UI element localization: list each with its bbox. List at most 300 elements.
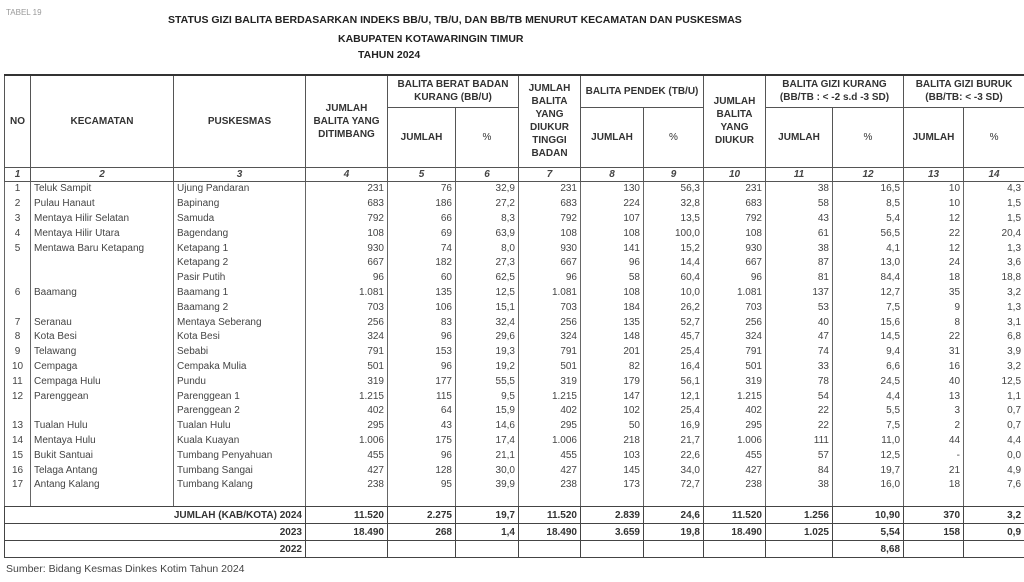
cell-kecamatan: Telawang — [31, 344, 174, 359]
cell-c14: 0,7 — [964, 403, 1024, 418]
cell-c9: 13,5 — [644, 211, 704, 226]
cell-c6: 15,9 — [456, 403, 519, 418]
cell-c11: 53 — [766, 300, 833, 315]
cell-c13: 9 — [904, 300, 964, 315]
total-c9: 19,8 — [644, 524, 704, 541]
cell-c14: 4,9 — [964, 463, 1024, 478]
cell-c7: 791 — [519, 344, 581, 359]
cell-c8: 96 — [581, 255, 644, 270]
total-c5: 268 — [388, 524, 456, 541]
cell-c5: 135 — [388, 285, 456, 300]
cell-c14: 1,3 — [964, 241, 1024, 256]
cell-c12: 12,5 — [833, 448, 904, 463]
cell-c7: 324 — [519, 329, 581, 344]
cell-puskesmas: Sebabi — [174, 344, 306, 359]
header-gk-pct: % — [833, 107, 904, 167]
cell-no: 4 — [5, 226, 31, 241]
cell-c9: 34,0 — [644, 463, 704, 478]
total-row — [5, 507, 1024, 524]
cell-no: 5 — [5, 241, 31, 256]
cell-c6: 14,6 — [456, 418, 519, 433]
cell-no: 7 — [5, 315, 31, 330]
cell-no — [5, 255, 31, 270]
cell-c4: 402 — [306, 403, 388, 418]
cell-kecamatan — [31, 300, 174, 315]
table-subtitle-region: KABUPATEN KOTAWARINGIN TIMUR — [338, 33, 524, 45]
cell-c4: 238 — [306, 477, 388, 492]
cell-c9: 10,0 — [644, 285, 704, 300]
cell-no: 8 — [5, 329, 31, 344]
cell-c11: 61 — [766, 226, 833, 241]
table-row — [5, 463, 1024, 478]
cell-c9: 25,4 — [644, 403, 704, 418]
cell-kecamatan: Telaga Antang — [31, 463, 174, 478]
cell-puskesmas: Baamang 2 — [174, 300, 306, 315]
cell-puskesmas: Tumbang Sangai — [174, 463, 306, 478]
cell-c5: 74 — [388, 241, 456, 256]
cell-c13: 35 — [904, 285, 964, 300]
cell-c9: 56,3 — [644, 181, 704, 196]
cell-c13: 8 — [904, 315, 964, 330]
cell-c10: 108 — [704, 226, 766, 241]
header-bb-kurang: BALITA BERAT BADAN KURANG (BB/U) — [388, 75, 519, 107]
header-gk-jumlah: JUMLAH — [766, 107, 833, 167]
cell-c7: 703 — [519, 300, 581, 315]
cell-c7: 295 — [519, 418, 581, 433]
total-c10: 18.490 — [704, 524, 766, 541]
cell-c4: 930 — [306, 241, 388, 256]
cell-c8: 50 — [581, 418, 644, 433]
cell-c4: 703 — [306, 300, 388, 315]
cell-c10: 501 — [704, 359, 766, 374]
total-c12: 10,90 — [833, 507, 904, 524]
total-c9 — [644, 541, 704, 558]
cell-puskesmas: Parenggean 1 — [174, 389, 306, 404]
cell-c10: 791 — [704, 344, 766, 359]
total-label: 2022 — [5, 541, 306, 558]
header-pendek: BALITA PENDEK (TB/U) — [581, 75, 704, 107]
cell-no: 11 — [5, 374, 31, 389]
cell-c11: 54 — [766, 389, 833, 404]
table-row — [5, 270, 1024, 285]
cell-kecamatan: Mentaya Hulu — [31, 433, 174, 448]
table-row — [5, 433, 1024, 448]
cell-c8: 103 — [581, 448, 644, 463]
cell-c5: 69 — [388, 226, 456, 241]
cell-no — [5, 300, 31, 315]
cell-puskesmas: Ketapang 1 — [174, 241, 306, 256]
header-jumlah-ditimbang: JUMLAH BALITA YANG DITIMBANG — [306, 75, 388, 167]
cell-c9: 52,7 — [644, 315, 704, 330]
total-c13: 370 — [904, 507, 964, 524]
cell-c10: 455 — [704, 448, 766, 463]
cell-c10: 238 — [704, 477, 766, 492]
cell-c10: 324 — [704, 329, 766, 344]
table-row — [5, 255, 1024, 270]
column-index-row — [5, 167, 1024, 181]
cell-c13: 31 — [904, 344, 964, 359]
cell-c9: 12,1 — [644, 389, 704, 404]
cell-c5: 177 — [388, 374, 456, 389]
cell-kecamatan: Mentawa Baru Ketapang — [31, 241, 174, 256]
cell-c9: 60,4 — [644, 270, 704, 285]
cell-c9: 56,1 — [644, 374, 704, 389]
total-c8: 2.839 — [581, 507, 644, 524]
cell-c10: 427 — [704, 463, 766, 478]
cell-c4: 96 — [306, 270, 388, 285]
total-c7: 18.490 — [519, 524, 581, 541]
table-row — [5, 181, 1024, 196]
total-label: JUMLAH (KAB/KOTA) 2024 — [5, 507, 306, 524]
cell-c13: 3 — [904, 403, 964, 418]
header-gb-jumlah: JUMLAH — [904, 107, 964, 167]
cell-c7: 1.081 — [519, 285, 581, 300]
cell-c7: 108 — [519, 226, 581, 241]
cell-c14: 1,5 — [964, 196, 1024, 211]
table-row — [5, 374, 1024, 389]
total-c10 — [704, 541, 766, 558]
cell-c12: 7,5 — [833, 300, 904, 315]
total-c6: 1,4 — [456, 524, 519, 541]
cell-c6: 21,1 — [456, 448, 519, 463]
cell-c8: 130 — [581, 181, 644, 196]
cell-c12: 4,4 — [833, 389, 904, 404]
table-row — [5, 226, 1024, 241]
cell-c4: 108 — [306, 226, 388, 241]
cell-c12: 4,1 — [833, 241, 904, 256]
total-label: 2023 — [5, 524, 306, 541]
cell-c7: 1.215 — [519, 389, 581, 404]
cell-c14: 3,1 — [964, 315, 1024, 330]
cell-kecamatan: Bukit Santuai — [31, 448, 174, 463]
cell-c7: 930 — [519, 241, 581, 256]
table-body — [5, 181, 1024, 507]
cell-c6: 27,3 — [456, 255, 519, 270]
cell-no: 17 — [5, 477, 31, 492]
table-row — [5, 300, 1024, 315]
table-tag: TABEL 19 — [6, 8, 42, 17]
cell-c14: 12,5 — [964, 374, 1024, 389]
cell-c4: 791 — [306, 344, 388, 359]
cell-c6: 32,9 — [456, 181, 519, 196]
cell-c10: 231 — [704, 181, 766, 196]
cell-c12: 9,4 — [833, 344, 904, 359]
cell-c6: 8,3 — [456, 211, 519, 226]
cell-c4: 1.006 — [306, 433, 388, 448]
cell-c5: 96 — [388, 448, 456, 463]
cell-puskesmas: Cempaka Mulia — [174, 359, 306, 374]
cell-c10: 96 — [704, 270, 766, 285]
cell-c11: 47 — [766, 329, 833, 344]
total-c4 — [306, 541, 388, 558]
col-index: 7 — [519, 167, 581, 181]
cell-c5: 64 — [388, 403, 456, 418]
cell-c13: 13 — [904, 389, 964, 404]
total-row — [5, 524, 1024, 541]
cell-c5: 96 — [388, 329, 456, 344]
cell-c11: 22 — [766, 403, 833, 418]
cell-c13: 44 — [904, 433, 964, 448]
cell-c10: 1.006 — [704, 433, 766, 448]
cell-puskesmas: Tualan Hulu — [174, 418, 306, 433]
cell-c6: 19,2 — [456, 359, 519, 374]
total-c12: 8,68 — [833, 541, 904, 558]
cell-c6: 17,4 — [456, 433, 519, 448]
col-index: 1 — [5, 167, 31, 181]
cell-c7: 1.006 — [519, 433, 581, 448]
table-row — [5, 329, 1024, 344]
col-index: 6 — [456, 167, 519, 181]
table-row — [5, 196, 1024, 211]
cell-puskesmas: Baamang 1 — [174, 285, 306, 300]
cell-no: 9 — [5, 344, 31, 359]
cell-c5: 76 — [388, 181, 456, 196]
cell-c8: 135 — [581, 315, 644, 330]
cell-c6: 15,1 — [456, 300, 519, 315]
cell-c6: 27,2 — [456, 196, 519, 211]
cell-c7: 792 — [519, 211, 581, 226]
cell-c9: 16,9 — [644, 418, 704, 433]
cell-c8: 58 — [581, 270, 644, 285]
cell-c5: 115 — [388, 389, 456, 404]
cell-c6: 32,4 — [456, 315, 519, 330]
cell-puskesmas: Ketapang 2 — [174, 255, 306, 270]
table-row — [5, 359, 1024, 374]
cell-c13: 12 — [904, 211, 964, 226]
header-jumlah-diukur-tb: JUMLAH BALITA YANG DIUKUR TINGGI BADAN — [519, 75, 581, 167]
cell-c8: 218 — [581, 433, 644, 448]
cell-kecamatan: Pulau Hanaut — [31, 196, 174, 211]
header-no: NO — [5, 75, 31, 167]
cell-c4: 792 — [306, 211, 388, 226]
table-row — [5, 448, 1024, 463]
cell-c8: 108 — [581, 226, 644, 241]
cell-c13: 22 — [904, 226, 964, 241]
cell-c11: 38 — [766, 181, 833, 196]
col-index: 12 — [833, 167, 904, 181]
cell-c5: 175 — [388, 433, 456, 448]
cell-puskesmas: Tumbang Penyahuan — [174, 448, 306, 463]
cell-c9: 15,2 — [644, 241, 704, 256]
cell-c6: 63,9 — [456, 226, 519, 241]
total-c11: 1.025 — [766, 524, 833, 541]
cell-c13: 18 — [904, 477, 964, 492]
cell-c6: 9,5 — [456, 389, 519, 404]
cell-c10: 683 — [704, 196, 766, 211]
cell-c7: 231 — [519, 181, 581, 196]
table-row — [5, 285, 1024, 300]
total-c8 — [581, 541, 644, 558]
cell-c12: 13,0 — [833, 255, 904, 270]
cell-c7: 667 — [519, 255, 581, 270]
cell-c9: 72,7 — [644, 477, 704, 492]
cell-c8: 102 — [581, 403, 644, 418]
cell-puskesmas: Bagendang — [174, 226, 306, 241]
cell-puskesmas: Ujung Pandaran — [174, 181, 306, 196]
total-c14 — [964, 541, 1024, 558]
col-index: 4 — [306, 167, 388, 181]
cell-c6: 55,5 — [456, 374, 519, 389]
cell-no — [5, 270, 31, 285]
cell-c6: 29,6 — [456, 329, 519, 344]
cell-c7: 256 — [519, 315, 581, 330]
cell-c10: 256 — [704, 315, 766, 330]
cell-c13: 2 — [904, 418, 964, 433]
cell-c6: 39,9 — [456, 477, 519, 492]
cell-c4: 231 — [306, 181, 388, 196]
nutrition-status-table — [4, 74, 1024, 558]
cell-c7: 427 — [519, 463, 581, 478]
cell-c8: 201 — [581, 344, 644, 359]
col-index: 2 — [31, 167, 174, 181]
cell-c10: 1.215 — [704, 389, 766, 404]
cell-no: 13 — [5, 418, 31, 433]
col-index: 5 — [388, 167, 456, 181]
total-c6 — [456, 541, 519, 558]
cell-c4: 295 — [306, 418, 388, 433]
total-c14: 3,2 — [964, 507, 1024, 524]
cell-c13: 16 — [904, 359, 964, 374]
cell-puskesmas: Parenggean 2 — [174, 403, 306, 418]
cell-c11: 84 — [766, 463, 833, 478]
cell-no: 16 — [5, 463, 31, 478]
cell-puskesmas: Pasir Putih — [174, 270, 306, 285]
cell-c11: 137 — [766, 285, 833, 300]
cell-c9: 26,2 — [644, 300, 704, 315]
cell-c4: 319 — [306, 374, 388, 389]
cell-c13: 18 — [904, 270, 964, 285]
cell-c6: 12,5 — [456, 285, 519, 300]
cell-c14: 1,5 — [964, 211, 1024, 226]
cell-c5: 182 — [388, 255, 456, 270]
cell-c8: 107 — [581, 211, 644, 226]
cell-c12: 5,5 — [833, 403, 904, 418]
cell-c9: 45,7 — [644, 329, 704, 344]
total-c14: 0,9 — [964, 524, 1024, 541]
cell-c10: 1.081 — [704, 285, 766, 300]
cell-kecamatan: Cempaga — [31, 359, 174, 374]
cell-kecamatan: Tualan Hulu — [31, 418, 174, 433]
header-gizi-kurang: BALITA GIZI KURANG (BB/TB : < -2 s.d -3 SD) — [766, 75, 904, 107]
cell-kecamatan: Cempaga Hulu — [31, 374, 174, 389]
cell-c10: 792 — [704, 211, 766, 226]
cell-kecamatan: Parenggean — [31, 389, 174, 404]
cell-c10: 402 — [704, 403, 766, 418]
cell-c5: 95 — [388, 477, 456, 492]
col-index: 8 — [581, 167, 644, 181]
cell-c11: 38 — [766, 241, 833, 256]
table-row — [5, 241, 1024, 256]
total-c13: 158 — [904, 524, 964, 541]
total-c6: 19,7 — [456, 507, 519, 524]
table-row — [5, 389, 1024, 404]
total-c7: 11.520 — [519, 507, 581, 524]
cell-kecamatan: Kota Besi — [31, 329, 174, 344]
cell-no: 3 — [5, 211, 31, 226]
cell-c8: 173 — [581, 477, 644, 492]
cell-c9: 100,0 — [644, 226, 704, 241]
cell-c13: 10 — [904, 196, 964, 211]
cell-no: 10 — [5, 359, 31, 374]
cell-c8: 184 — [581, 300, 644, 315]
cell-c4: 501 — [306, 359, 388, 374]
cell-c4: 667 — [306, 255, 388, 270]
cell-c4: 324 — [306, 329, 388, 344]
cell-c9: 21,7 — [644, 433, 704, 448]
cell-c12: 14,5 — [833, 329, 904, 344]
table-row — [5, 418, 1024, 433]
cell-c12: 8,5 — [833, 196, 904, 211]
cell-kecamatan: Antang Kalang — [31, 477, 174, 492]
cell-c10: 667 — [704, 255, 766, 270]
cell-no: 15 — [5, 448, 31, 463]
cell-c11: 33 — [766, 359, 833, 374]
cell-c10: 319 — [704, 374, 766, 389]
cell-c12: 7,5 — [833, 418, 904, 433]
cell-c14: 4,3 — [964, 181, 1024, 196]
cell-c11: 57 — [766, 448, 833, 463]
cell-c4: 683 — [306, 196, 388, 211]
cell-no: 6 — [5, 285, 31, 300]
header-bb-pct: % — [456, 107, 519, 167]
col-index: 3 — [174, 167, 306, 181]
cell-c4: 455 — [306, 448, 388, 463]
cell-c8: 147 — [581, 389, 644, 404]
cell-c11: 87 — [766, 255, 833, 270]
cell-c6: 8,0 — [456, 241, 519, 256]
table-totals — [5, 507, 1024, 558]
cell-c8: 179 — [581, 374, 644, 389]
cell-c14: 3,2 — [964, 285, 1024, 300]
table-row — [5, 403, 1024, 418]
cell-c7: 96 — [519, 270, 581, 285]
cell-c11: 58 — [766, 196, 833, 211]
cell-c8: 145 — [581, 463, 644, 478]
cell-c12: 6,6 — [833, 359, 904, 374]
cell-puskesmas: Kuala Kuayan — [174, 433, 306, 448]
cell-c11: 111 — [766, 433, 833, 448]
cell-c14: 7,6 — [964, 477, 1024, 492]
cell-c5: 153 — [388, 344, 456, 359]
cell-c13: 21 — [904, 463, 964, 478]
cell-kecamatan: Mentaya Hilir Selatan — [31, 211, 174, 226]
cell-c10: 703 — [704, 300, 766, 315]
cell-c9: 22,6 — [644, 448, 704, 463]
cell-c8: 82 — [581, 359, 644, 374]
total-c13 — [904, 541, 964, 558]
cell-c14: 1,1 — [964, 389, 1024, 404]
cell-c14: 1,3 — [964, 300, 1024, 315]
total-c11: 1.256 — [766, 507, 833, 524]
cell-c6: 30,0 — [456, 463, 519, 478]
cell-c13: - — [904, 448, 964, 463]
cell-puskesmas: Bapinang — [174, 196, 306, 211]
cell-c6: 62,5 — [456, 270, 519, 285]
cell-c10: 930 — [704, 241, 766, 256]
col-index: 11 — [766, 167, 833, 181]
cell-c5: 60 — [388, 270, 456, 285]
cell-c14: 18,8 — [964, 270, 1024, 285]
header-gb-pct: % — [964, 107, 1024, 167]
total-c5: 2.275 — [388, 507, 456, 524]
cell-c5: 186 — [388, 196, 456, 211]
cell-c4: 256 — [306, 315, 388, 330]
cell-c14: 3,6 — [964, 255, 1024, 270]
cell-no: 12 — [5, 389, 31, 404]
header-kecamatan: KECAMATAN — [31, 75, 174, 167]
header-puskesmas: PUSKESMAS — [174, 75, 306, 167]
total-c9: 24,6 — [644, 507, 704, 524]
